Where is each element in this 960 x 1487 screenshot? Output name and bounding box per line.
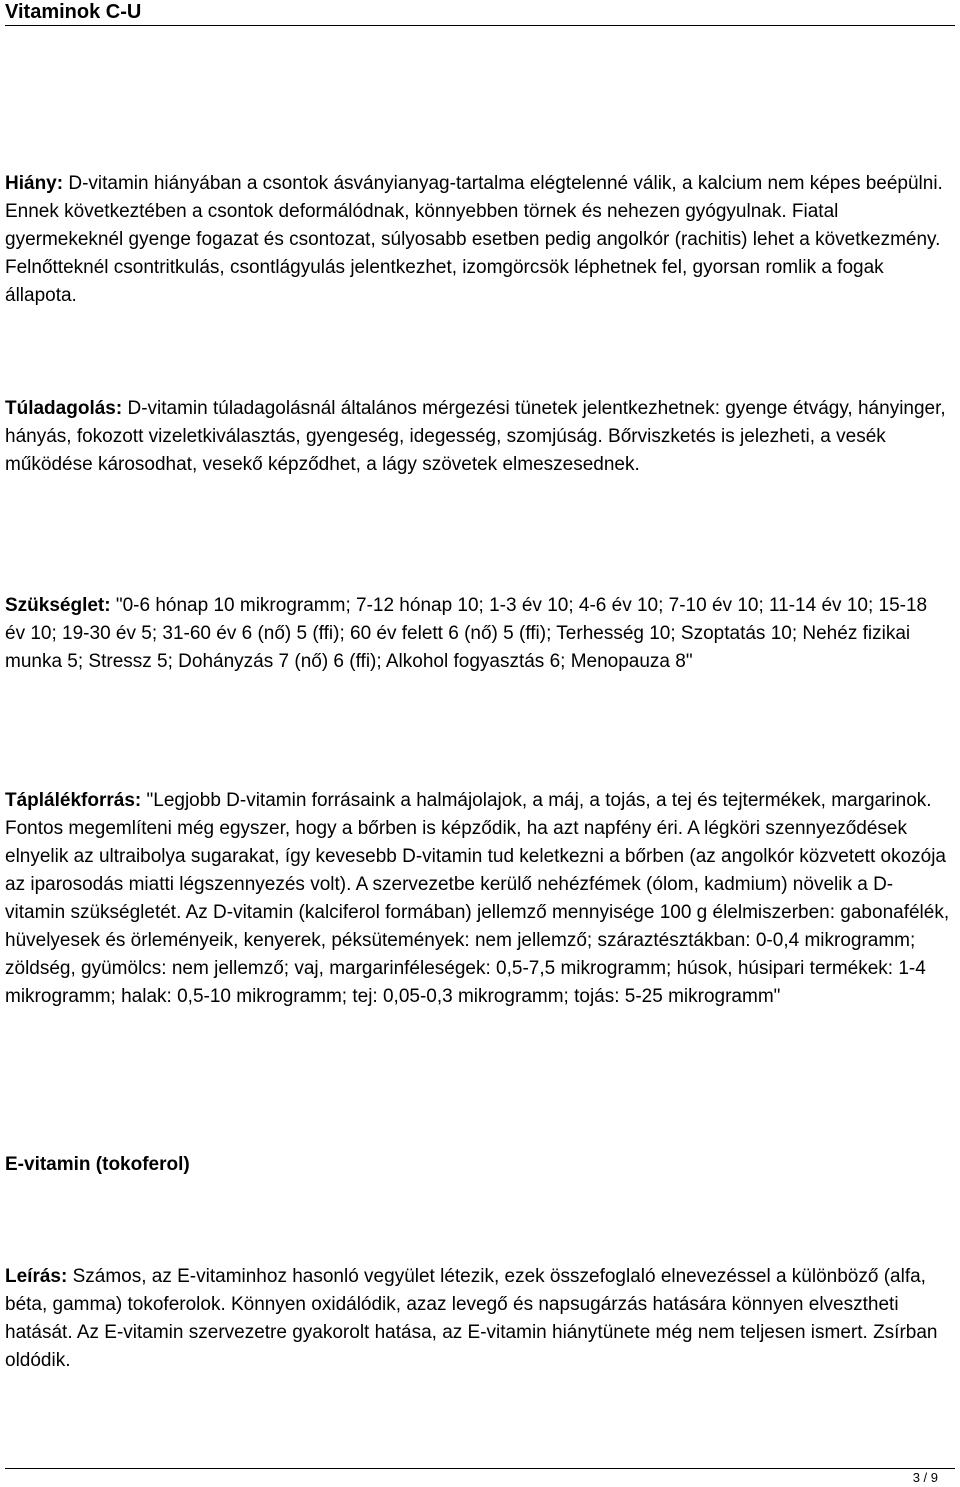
- text-leiras: Számos, az E-vitaminhoz hasonló vegyület létezik, ezek összefoglaló elnevezéssel a különböző (alfa, béta, gamma) tokoferolok. Könnyen oxidálódik, azaz levegő és napsugárzás hatására könnyen elvesztheti hatását. Az E-vitamin szervezetre gyakorolt hatása, az E-vitamin hiánytünete még nem teljesen ismert. Zsírban oldódik.: [5, 1266, 938, 1371]
- label-leiras: Leírás:: [5, 1266, 68, 1287]
- heading-e-vitamin: E-vitamin (tokoferol): [5, 1154, 190, 1175]
- footer-divider: [5, 1468, 955, 1469]
- paragraph-szukseglet: [5, 592, 950, 676]
- document-title: Vitaminok C-U: [5, 1, 142, 23]
- paragraph-hiany: [5, 170, 950, 310]
- text-szukseglet: "0-6 hónap 10 mikrogramm; 7-12 hónap 10; 1-3 év 10; 4-6 év 10; 7-10 év 10; 11-14 év 10; 15-18 év 10; 19-30 év 5; 31-60 év 6 (nő) 5 (ffi); 60 év felett 6 (nő) 5 (ffi); Terhesség 10; Szoptatás 10; Nehéz fizikai munka 5; Stressz 5; Dohányzás 7 (nő) 6 (ffi); Alkohol fogyasztás 6; Menopauza 8": [5, 595, 928, 672]
- text-tuladagolas: D-vitamin túladagolásnál általános mérgezési tünetek jelentkezhetnek: gyenge étvágy, hányinger, hányás, fokozott vizeletkiválasztás, gyengeség, idegesség, szomjúság. Bőrviszketés is jelezheti, a vesék működése károsodhat, vesekő képződhet, a lágy szövetek elmeszesednek.: [5, 398, 946, 475]
- text-taplalekforras: "Legjobb D-vitamin forrásaink a halmájolajok, a máj, a tojás, a tej és tejtermékek, margarinok. Fontos megemlíteni még egyszer, hogy a bőrben is képződik, ha azt napfény éri. A légköri szennyeződések elnyelik az ultraibolya sugarakat, így kevesebb D-vitamin tud keletkezni a bőrben (az angolkór közvetett okozója az iparosodás miatti légszennyezés volt). A szervezetbe kerülő nehézfémek (ólom, kadmium) növelik a D-vitamin szükségletét. Az D-vitamin (kalciferol formában) jellemző mennyisége 100 g élelmiszerben: gabonafélék, hüvelyesek és örleményeik, kenyerek, péksütemények: nem jellemző; száraztésztákban: 0-0,4 mikrogramm; zöldség, gyümölcs: nem jellemző; vaj, margarinféleségek: 0,5-7,5 mikrogramm; húsok, húsipari termékek: 1-4 mikrogramm; halak: 0,5-10 mikrogramm; tej: 0,05-0,3 mikrogramm; tojás: 5-25 mikrogramm": [5, 790, 950, 1007]
- paragraph-taplalekforras: [5, 787, 950, 1011]
- paragraph-leiras: [5, 1263, 950, 1375]
- label-hiany: Hiány:: [5, 173, 64, 194]
- page-number: 3 / 9: [912, 1470, 938, 1485]
- label-taplalekforras: Táplálékforrás:: [5, 790, 142, 811]
- text-hiany: D-vitamin hiányában a csontok ásványianyag-tartalma elégtelenné válik, a kalcium nem képes beépülni. Ennek következtében a csontok deformálódnak, könnyebben törnek és nehezen gyógyulnak. Fiatal gyermekeknél gyenge fogazat és csontozat, súlyosabb esetben pedig angolkór (rachitis) lehet a következmény. Felnőtteknél csontritkulás, csontlágyulás jelentkezhet, izomgörcsök léphetnek fel, gyorsan romlik a fogak állapota.: [5, 173, 943, 306]
- label-szukseglet: Szükséglet:: [5, 595, 111, 616]
- label-tuladagolas: Túladagolás:: [5, 398, 123, 419]
- header-divider: [5, 25, 955, 26]
- paragraph-tuladagolas: [5, 395, 950, 479]
